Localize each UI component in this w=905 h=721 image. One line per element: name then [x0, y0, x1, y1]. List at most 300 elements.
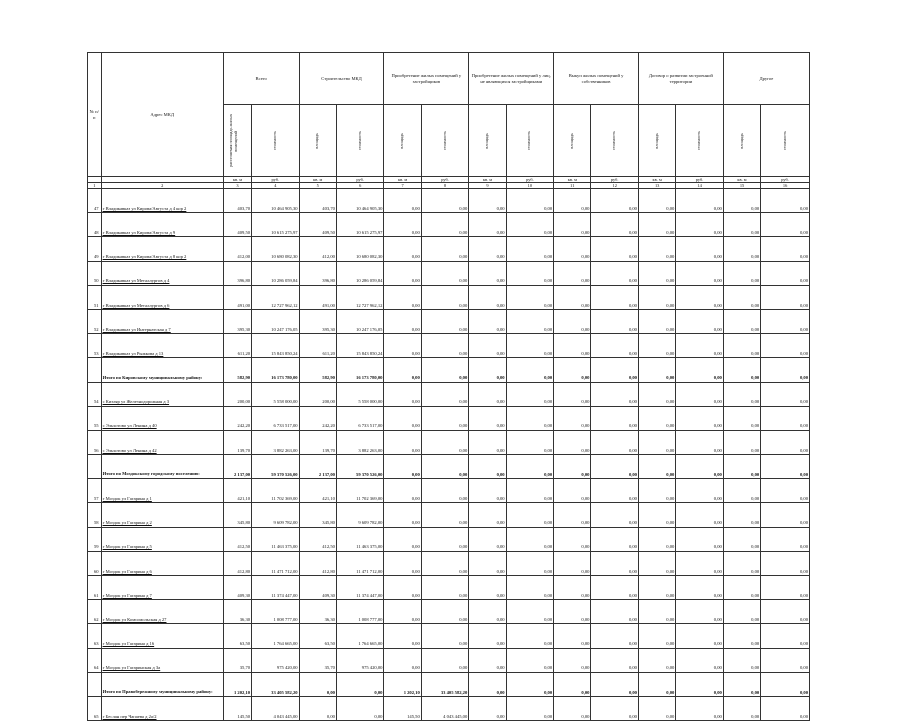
- sub-header-area: площадь: [399, 132, 405, 149]
- cost-cell: 0,00: [591, 334, 639, 358]
- row-address: г Владикавказ ул Кирова/Августа д 8 кор 2: [101, 237, 223, 261]
- area-cell: 0,00: [299, 672, 336, 696]
- cost-cell: 59 370 526,00: [252, 455, 300, 479]
- area-cell: 0,00: [384, 600, 421, 624]
- cost-cell: 0,00: [761, 189, 810, 213]
- area-cell: 2 137,00: [223, 455, 251, 479]
- table-row: [88, 624, 810, 648]
- area-cell: 0,00: [638, 334, 675, 358]
- cost-cell: 0,00: [761, 624, 810, 648]
- cost-cell: 0,00: [506, 382, 554, 406]
- area-cell: 0,00: [554, 189, 591, 213]
- units-cell: руб.: [252, 177, 300, 183]
- cost-cell: 0,00: [761, 358, 810, 382]
- cost-cell: 0,00: [761, 261, 810, 285]
- table-row: [88, 600, 810, 624]
- cost-cell: 0,00: [761, 382, 810, 406]
- sub-header-area: площадь: [314, 132, 320, 149]
- sub-header-cost: стоимость: [356, 131, 362, 150]
- area-cell: 200,00: [299, 382, 336, 406]
- subtotal-row: [88, 455, 810, 479]
- table-row: [88, 261, 810, 285]
- area-cell: 412,50: [299, 527, 336, 551]
- cost-cell: 10 615 275,97: [252, 213, 300, 237]
- area-cell: 139,70: [299, 430, 336, 454]
- area-cell: 0,00: [723, 334, 760, 358]
- cost-cell: 0,00: [591, 527, 639, 551]
- area-cell: 611,20: [299, 334, 336, 358]
- cost-cell: 11 702 369,00: [252, 479, 300, 503]
- area-cell: 0,00: [384, 189, 421, 213]
- cost-cell: 0,00: [761, 285, 810, 309]
- row-index: 52: [88, 309, 102, 333]
- row-index: 65: [88, 696, 102, 720]
- cost-cell: 0,00: [591, 382, 639, 406]
- cost-cell: 11 471 712,00: [252, 551, 300, 575]
- cost-cell: 10 247 176,05: [336, 309, 384, 333]
- area-cell: 0,00: [638, 358, 675, 382]
- area-cell: 0,00: [469, 382, 506, 406]
- cost-cell: 0,00: [761, 406, 810, 430]
- area-cell: 0,00: [723, 696, 760, 720]
- area-cell: 0,00: [554, 334, 591, 358]
- cost-cell: 10 615 275,97: [336, 213, 384, 237]
- units-cell: кв. м: [384, 177, 421, 183]
- cost-cell: 0,00: [506, 406, 554, 430]
- area-cell: 403,70: [223, 189, 251, 213]
- cost-cell: 0,00: [506, 624, 554, 648]
- cost-cell: 0,00: [421, 334, 469, 358]
- cost-cell: 0,00: [506, 261, 554, 285]
- cost-cell: 0,00: [421, 479, 469, 503]
- area-cell: 0,00: [554, 455, 591, 479]
- row-address: г Моздок ул Гагарина д 6: [101, 551, 223, 575]
- row-address: г Моздок ул Гагарина д 1: [101, 479, 223, 503]
- row-index: 54: [88, 382, 102, 406]
- area-cell: 0,00: [554, 479, 591, 503]
- column-number-cell: 9: [469, 183, 506, 189]
- area-cell: 491,00: [299, 285, 336, 309]
- cost-cell: 9 609 782,00: [336, 503, 384, 527]
- table-row: [88, 406, 810, 430]
- area-cell: 396,80: [223, 261, 251, 285]
- cost-cell: 11 463 375,00: [252, 527, 300, 551]
- cost-cell: 0,00: [421, 576, 469, 600]
- row-index: 55: [88, 406, 102, 430]
- cost-cell: 0,00: [591, 309, 639, 333]
- cost-cell: 0,00: [506, 430, 554, 454]
- cost-cell: 0,00: [591, 189, 639, 213]
- row-address: Итого по Кировскому муниципальному району:: [101, 358, 223, 382]
- cost-cell: 0,00: [506, 527, 554, 551]
- area-cell: 409,30: [299, 576, 336, 600]
- row-address: г Беслан пер Чапаева д 2а/2: [101, 696, 223, 720]
- area-cell: 0,00: [554, 213, 591, 237]
- area-cell: 0,00: [469, 406, 506, 430]
- row-index: 60: [88, 551, 102, 575]
- area-cell: 145,50: [384, 696, 421, 720]
- area-cell: 145,50: [223, 696, 251, 720]
- area-cell: 412,80: [299, 551, 336, 575]
- units-cell: кв. м: [638, 177, 675, 183]
- area-cell: 409,50: [223, 213, 251, 237]
- units-cell: кв. м: [223, 177, 251, 183]
- cost-cell: 0,00: [676, 237, 724, 261]
- group-header-other: Другое: [723, 53, 809, 105]
- row-address: г Владикавказ ул Кирова/Августа д 4 кор 2: [101, 189, 223, 213]
- cost-cell: 0,00: [421, 189, 469, 213]
- cost-cell: 0,00: [676, 527, 724, 551]
- cost-cell: 0,00: [761, 503, 810, 527]
- area-cell: 0,00: [469, 455, 506, 479]
- column-number-cell: 10: [506, 183, 554, 189]
- column-number-cell: 6: [336, 183, 384, 189]
- area-cell: 0,00: [384, 334, 421, 358]
- area-cell: 0,00: [554, 648, 591, 672]
- cost-cell: 0,00: [506, 503, 554, 527]
- sub-header-cost: стоимость: [271, 131, 277, 150]
- area-cell: 0,00: [554, 672, 591, 696]
- table-row: [88, 527, 810, 551]
- column-number-cell: 16: [761, 183, 810, 189]
- cost-cell: 0,00: [676, 479, 724, 503]
- area-cell: 0,00: [554, 576, 591, 600]
- row-address: г Владикавказ ул Интернатская д 7: [101, 309, 223, 333]
- cost-cell: 10 680 082,30: [336, 237, 384, 261]
- area-cell: 0,00: [299, 696, 336, 720]
- row-address: г Моздок ул Гагарина д 2: [101, 503, 223, 527]
- area-cell: 0,00: [384, 551, 421, 575]
- column-number-cell: 12: [591, 183, 639, 189]
- column-number-cell: 13: [638, 183, 675, 189]
- group-header-construction: Строительство МКД: [299, 53, 384, 105]
- area-cell: 395,30: [299, 309, 336, 333]
- row-address: с Кизляр ул Железнодорожная д 3: [101, 382, 223, 406]
- sub-header-area: площадь: [653, 132, 659, 149]
- area-cell: 0,00: [554, 237, 591, 261]
- area-cell: 345,80: [299, 503, 336, 527]
- area-cell: 0,00: [638, 455, 675, 479]
- cost-cell: 16 173 780,00: [336, 358, 384, 382]
- table-row: [88, 551, 810, 575]
- cost-cell: 0,00: [761, 455, 810, 479]
- cost-cell: 0,00: [591, 430, 639, 454]
- cost-cell: 4 043 445,00: [252, 696, 300, 720]
- area-cell: 0,00: [554, 261, 591, 285]
- area-cell: 36,30: [299, 600, 336, 624]
- cost-cell: 4 043 445,00: [421, 696, 469, 720]
- table-header: [88, 53, 810, 177]
- cost-cell: 0,00: [506, 189, 554, 213]
- row-index: 48: [88, 213, 102, 237]
- row-index: 51: [88, 285, 102, 309]
- area-cell: 0,00: [638, 576, 675, 600]
- sub-header-area: площадь: [738, 132, 744, 149]
- cost-cell: 0,00: [591, 696, 639, 720]
- cost-cell: 0,00: [336, 672, 384, 696]
- cost-cell: 10 464 905,30: [252, 189, 300, 213]
- table-row: [88, 479, 810, 503]
- area-cell: 412,00: [223, 237, 251, 261]
- area-cell: 200,00: [223, 382, 251, 406]
- cost-cell: 0,00: [421, 648, 469, 672]
- cost-cell: 0,00: [591, 600, 639, 624]
- row-address: г Владикавказ ул Металлургов д 6: [101, 285, 223, 309]
- cost-cell: 0,00: [676, 358, 724, 382]
- row-index: [88, 358, 102, 382]
- cost-cell: 0,00: [761, 527, 810, 551]
- cost-cell: 0,00: [676, 334, 724, 358]
- area-cell: 0,00: [554, 430, 591, 454]
- area-cell: 0,00: [554, 503, 591, 527]
- row-index: 63: [88, 624, 102, 648]
- area-cell: 0,00: [638, 624, 675, 648]
- area-cell: 0,00: [638, 406, 675, 430]
- area-cell: 421,10: [299, 479, 336, 503]
- area-cell: 0,00: [723, 285, 760, 309]
- cost-cell: 1 008 777,00: [252, 600, 300, 624]
- cost-cell: 0,00: [506, 285, 554, 309]
- area-cell: 0,00: [469, 551, 506, 575]
- cost-cell: 0,00: [676, 309, 724, 333]
- row-address: г Моздок ул Гагарина д 7: [101, 576, 223, 600]
- area-cell: 0,00: [384, 261, 421, 285]
- area-cell: 1 202,10: [384, 672, 421, 696]
- table-row: [88, 648, 810, 672]
- area-cell: 0,00: [384, 213, 421, 237]
- table-row: [88, 696, 810, 720]
- area-cell: 35,70: [299, 648, 336, 672]
- area-cell: 0,00: [384, 455, 421, 479]
- row-index: 61: [88, 576, 102, 600]
- area-cell: 345,80: [223, 503, 251, 527]
- cost-cell: 0,00: [506, 648, 554, 672]
- row-index: 47: [88, 189, 102, 213]
- row-address: г Владикавказ ул Кирова/Августа д 9: [101, 213, 223, 237]
- group-header-purchase-developers: Приобретение жилых помещений у застройщиков: [384, 53, 469, 105]
- cost-cell: 59 370 526,00: [336, 455, 384, 479]
- area-cell: 0,00: [554, 624, 591, 648]
- area-cell: 242,20: [223, 406, 251, 430]
- cost-cell: 6 733 517,00: [336, 406, 384, 430]
- cost-cell: 15 843 850,24: [336, 334, 384, 358]
- row-address: г Владикавказ ул Рыжкова д 13: [101, 334, 223, 358]
- cost-cell: 0,00: [421, 624, 469, 648]
- area-cell: 0,00: [638, 237, 675, 261]
- area-cell: 0,00: [554, 696, 591, 720]
- units-cell: кв. м: [299, 177, 336, 183]
- table-row: [88, 382, 810, 406]
- cost-cell: 0,00: [676, 285, 724, 309]
- area-cell: 0,00: [384, 648, 421, 672]
- cost-cell: 10 247 176,05: [252, 309, 300, 333]
- area-cell: 0,00: [469, 648, 506, 672]
- cost-cell: 0,00: [591, 551, 639, 575]
- cost-cell: 0,00: [421, 503, 469, 527]
- row-index: 58: [88, 503, 102, 527]
- cost-cell: 0,00: [421, 527, 469, 551]
- area-cell: 0,00: [638, 189, 675, 213]
- row-index: 64: [88, 648, 102, 672]
- cost-cell: 1 764 665,00: [252, 624, 300, 648]
- cost-cell: 0,00: [761, 648, 810, 672]
- cost-cell: 11 471 712,00: [336, 551, 384, 575]
- cost-cell: 0,00: [421, 358, 469, 382]
- area-cell: 0,00: [554, 551, 591, 575]
- area-cell: 0,00: [469, 430, 506, 454]
- area-cell: 0,00: [638, 261, 675, 285]
- area-cell: 396,80: [299, 261, 336, 285]
- row-index: [88, 455, 102, 479]
- area-cell: 0,00: [638, 551, 675, 575]
- cost-cell: 0,00: [506, 334, 554, 358]
- area-cell: 0,00: [469, 479, 506, 503]
- area-cell: 139,70: [223, 430, 251, 454]
- sub-header-area: площадь: [568, 132, 574, 149]
- area-cell: 409,50: [299, 213, 336, 237]
- area-cell: 421,10: [223, 479, 251, 503]
- group-header-total: Всего: [223, 53, 299, 105]
- cost-cell: 0,00: [506, 672, 554, 696]
- cost-cell: 1 764 665,00: [336, 624, 384, 648]
- cost-cell: 1 008 777,00: [336, 600, 384, 624]
- area-cell: 0,00: [723, 648, 760, 672]
- row-address: с Эльхотово ул Ленина д 42: [101, 430, 223, 454]
- area-cell: 0,00: [554, 358, 591, 382]
- cost-cell: 11 374 447,00: [252, 576, 300, 600]
- cost-cell: 0,00: [761, 576, 810, 600]
- cost-cell: 0,00: [421, 285, 469, 309]
- column-number-cell: 15: [723, 183, 760, 189]
- subtotal-row: [88, 672, 810, 696]
- cost-cell: 0,00: [591, 261, 639, 285]
- area-cell: 0,00: [384, 406, 421, 430]
- column-number-cell: 14: [676, 183, 724, 189]
- area-cell: 0,00: [723, 576, 760, 600]
- col-no-header: № п/п: [88, 53, 102, 177]
- area-cell: 0,00: [469, 213, 506, 237]
- area-cell: 0,00: [723, 672, 760, 696]
- area-cell: 412,50: [223, 527, 251, 551]
- area-cell: 0,00: [469, 285, 506, 309]
- units-cell: кв. м: [469, 177, 506, 183]
- area-cell: 0,00: [723, 479, 760, 503]
- cost-cell: 0,00: [591, 455, 639, 479]
- cost-cell: 0,00: [761, 479, 810, 503]
- group-header-buyout: Выкуп жилых помещений у собственников: [554, 53, 639, 105]
- cost-cell: 10 464 905,30: [336, 189, 384, 213]
- column-number-cell: 4: [252, 183, 300, 189]
- table-row: [88, 237, 810, 261]
- cost-cell: 0,00: [506, 696, 554, 720]
- cost-cell: 0,00: [591, 503, 639, 527]
- area-cell: 0,00: [638, 648, 675, 672]
- area-cell: 395,30: [223, 309, 251, 333]
- cost-cell: 975 420,00: [252, 648, 300, 672]
- row-address: г Моздок ул Гагарина д 16: [101, 624, 223, 648]
- cost-cell: 0,00: [676, 455, 724, 479]
- cost-cell: 0,00: [336, 696, 384, 720]
- cost-cell: 0,00: [591, 358, 639, 382]
- area-cell: 0,00: [469, 189, 506, 213]
- area-cell: 36,30: [223, 600, 251, 624]
- cost-cell: 0,00: [761, 551, 810, 575]
- area-cell: 0,00: [723, 237, 760, 261]
- cost-cell: 0,00: [591, 479, 639, 503]
- sub-header-cost: стоимость: [526, 131, 532, 150]
- area-cell: 0,00: [638, 503, 675, 527]
- resettlement-table-sheet: [87, 52, 810, 721]
- row-address: г Моздок ул Гагаринская д 3а: [101, 648, 223, 672]
- cost-cell: 0,00: [591, 285, 639, 309]
- table-body: [88, 177, 810, 721]
- units-cell: руб.: [421, 177, 469, 183]
- column-number-cell: 3: [223, 183, 251, 189]
- cost-cell: 0,00: [421, 600, 469, 624]
- cost-cell: 0,00: [506, 479, 554, 503]
- cost-cell: 0,00: [761, 430, 810, 454]
- cost-cell: 0,00: [676, 213, 724, 237]
- area-cell: 582,90: [223, 358, 251, 382]
- cost-cell: 12 727 962,12: [252, 285, 300, 309]
- row-address: г Моздок ул Гагарина д 5: [101, 527, 223, 551]
- area-cell: 0,00: [469, 527, 506, 551]
- cost-cell: 0,00: [506, 455, 554, 479]
- area-cell: 0,00: [469, 600, 506, 624]
- cost-cell: 10 286 059,84: [336, 261, 384, 285]
- cost-cell: 0,00: [506, 358, 554, 382]
- row-index: 56: [88, 430, 102, 454]
- area-cell: 0,00: [723, 406, 760, 430]
- cost-cell: 3 882 263,00: [336, 430, 384, 454]
- cost-cell: 6 733 517,00: [252, 406, 300, 430]
- area-cell: 0,00: [384, 527, 421, 551]
- cost-cell: 0,00: [676, 672, 724, 696]
- area-cell: 0,00: [638, 285, 675, 309]
- area-cell: 0,00: [384, 430, 421, 454]
- area-cell: 412,80: [223, 551, 251, 575]
- area-cell: 0,00: [638, 527, 675, 551]
- area-cell: 0,00: [638, 382, 675, 406]
- sub-header-cost: стоимость: [696, 131, 702, 150]
- cost-cell: 0,00: [591, 624, 639, 648]
- units-cell: руб.: [761, 177, 810, 183]
- area-cell: 0,00: [384, 576, 421, 600]
- area-cell: 0,00: [469, 672, 506, 696]
- cost-cell: 10 680 082,30: [252, 237, 300, 261]
- cost-cell: 12 727 962,12: [336, 285, 384, 309]
- table-row: [88, 213, 810, 237]
- cost-cell: 0,00: [676, 576, 724, 600]
- cost-cell: 11 702 369,00: [336, 479, 384, 503]
- cost-cell: 0,00: [421, 261, 469, 285]
- area-cell: 63,50: [299, 624, 336, 648]
- row-index: 50: [88, 261, 102, 285]
- table-row: [88, 334, 810, 358]
- area-cell: 1 202,10: [223, 672, 251, 696]
- area-cell: 0,00: [723, 261, 760, 285]
- cost-cell: 0,00: [421, 382, 469, 406]
- area-cell: 0,00: [723, 213, 760, 237]
- cost-cell: 0,00: [421, 309, 469, 333]
- area-cell: 0,00: [384, 358, 421, 382]
- area-cell: 0,00: [384, 479, 421, 503]
- cost-cell: 0,00: [676, 600, 724, 624]
- area-cell: 0,00: [554, 309, 591, 333]
- cost-cell: 0,00: [421, 237, 469, 261]
- cost-cell: 11 463 375,00: [336, 527, 384, 551]
- area-cell: 0,00: [638, 696, 675, 720]
